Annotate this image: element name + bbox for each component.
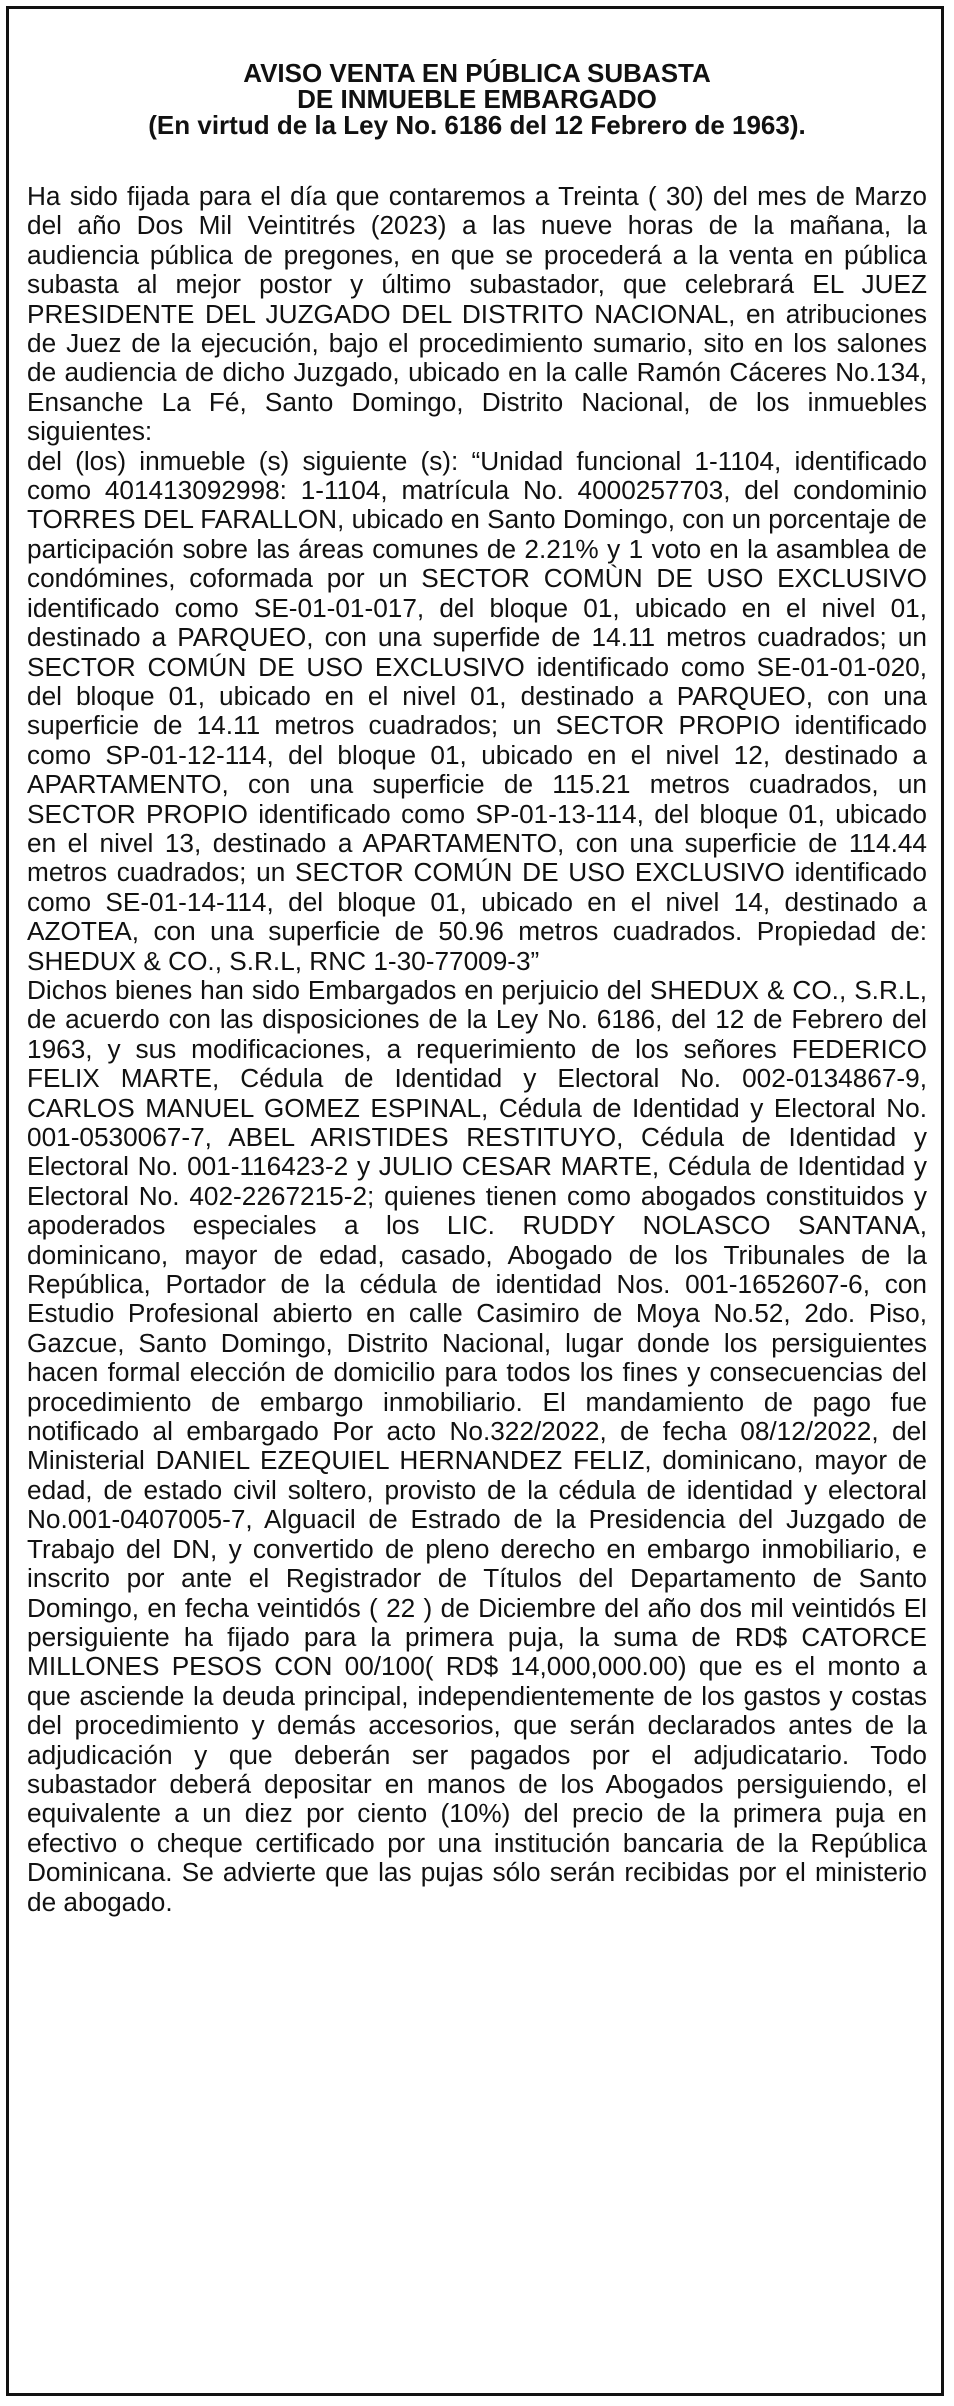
paragraph-auction-date: Ha sido fijada para el día que contaremos a Treinta ( 30) del mes de Marzo del año Dos Mil Veintitrés (2023) a las nueve horas de la mañana, la audiencia pública de pregones, en que se procederá a la venta en pública subasta al mejor postor y último subastador, que celebrará EL JUEZ PRESIDENTE DEL JUZGADO DEL DISTRITO NACIONAL, en atribuciones de Juez de la ejecución, bajo el procedimiento sumario, sito en los salones de audiencia de dicho Juzgado, ubicado en la calle Ramón Cáceres No.134, Ensanche La Fé, Santo Domingo, Distrito Nacional, de los inmuebles siguientes: — [27, 181, 927, 447]
legal-notice — [27, 60, 927, 1917]
title-line-3: (En virtud de la Ley No. 6186 del 12 Febrero de 1963). — [148, 110, 806, 140]
paragraph-seizure-details: Dichos bienes han sido Embargados en perjuicio del SHEDUX & CO., S.R.L, de acuerdo con las disposiciones de la Ley No. 6186, del 12 de Febrero del 1963, y sus modificaciones, a requerimiento de los señores FEDERICO FELIX MARTE, Cédula de Identidad y Electoral No. 002-0134867-9, CARLOS MANUEL GOMEZ ESPINAL, Cédula de Identidad y Electoral No. 001-0530067-7, ABEL ARISTIDES RESTITUYO, Cédula de Identidad y Electoral No. 001-116423-2 y JULIO CESAR MARTE, Cédula de Identidad y Electoral No. 402-2267215-2; quienes tienen como abogados constituidos y apoderados especiales a los LIC. RUDDY NOLASCO SANTANA, dominicano, mayor de edad, casado, Abogado de los Tribunales de la República, Portador de la cédula de identidad Nos. 001-1652607-6, con Estudio Profesional abierto en calle Casimiro de Moya No.52, 2do. Piso, Gazcue, Santo Domingo, Distrito Nacional, lugar donde los persiguientes hacen formal elección de domicilio para todos los fines y consecuencias del procedimiento de embargo inmobiliario. El mandamiento de pago fue notificado al embargado Por acto No.322/2022, de fecha 08/12/2022, del Ministerial DANIEL EZEQUIEL HERNANDEZ FELIZ, dominicano, mayor de edad, de estado civil soltero, provisto de la cédula de identidad y electoral No.001-0407005-7, Alguacil de Estrado de la Presidencia del Juzgado de Trabajo del DN, y convertido de pleno derecho en embargo inmobiliario, e inscrito por ante el Registrador de Títulos del Departamento de Santo Domingo, en fecha veintidós ( 22 ) de Diciembre del año dos mil veintidós El persiguiente ha fijado para la primera puja, la suma de RD$ CATORCE MILLONES PESOS CON 00/100( RD$ 14,000,000.00) que es el monto a que asciende la deuda principal, independientemente de los gastos y costas del procedimiento y demás accesorios, que serán declarados antes de la adjudicación y que deberán ser pagados por el adjudicatario. Todo subastador deberá depositar en manos de los Abogados persiguiendo, el equivalente a un diez por ciento (10%) del precio de la primera puja en efectivo o cheque certificado por una institución bancaria de la República Dominicana. Se advierte que las pujas sólo serán recibidas por el ministerio de abogado. — [27, 974, 927, 1917]
paragraph-property-description: del (los) inmueble (s) siguiente (s): “Unidad funcional 1-1104, identificado como 401413092998: 1-1104, matrícula No. 4000257703, del condominio TORRES DEL FARALLON, ubicado en Santo Domingo, con un porcentaje de participación sobre las áreas comunes de 2.21% y 1 voto en la asamblea de condómines, coformada por un SECTOR COMÙN DE USO EXCLUSIVO identificado como SE-01-01-017, del bloque 01, ubicado en el nivel 01, destinado a PARQUEO, con una superfide de 14.11 metros cuadrados; un SECTOR COMÚN DE USO EXCLUSIVO identificado como SE-01-01-020, del bloque 01, ubicado en el nivel 01, destinado a PARQUEO, con una superficie de 14.11 metros cuadrados; un SECTOR PROPIO identificado como SP-01-12-114, del bloque 01, ubicado en el nivel 12, destinado a APARTAMENTO, con una superficie de 115.21 metros cuadrados, un SECTOR PROPIO identificado como SP-01-13-114, del bloque 01, ubicado en el nivel 13, destinado a APARTAMENTO, con una superficie de 114.44 metros cuadrados; un SECTOR COMÚN DE USO EXCLUSIVO identificado como SE-01-14-114, del bloque 01, ubicado en el nivel 14, destinado a AZOTEA, con una superficie de 50.96 metros cuadrados. Propiedad de: SHEDUX & CO., S.R.L, RNC 1-30-77009-3” — [27, 445, 927, 976]
notice-title — [27, 60, 927, 138]
title-line-2: DE INMUEBLE EMBARGADO — [297, 84, 657, 114]
notice-body — [27, 182, 927, 1917]
title-line-1: AVISO VENTA EN PÚBLICA SUBASTA — [243, 58, 711, 88]
